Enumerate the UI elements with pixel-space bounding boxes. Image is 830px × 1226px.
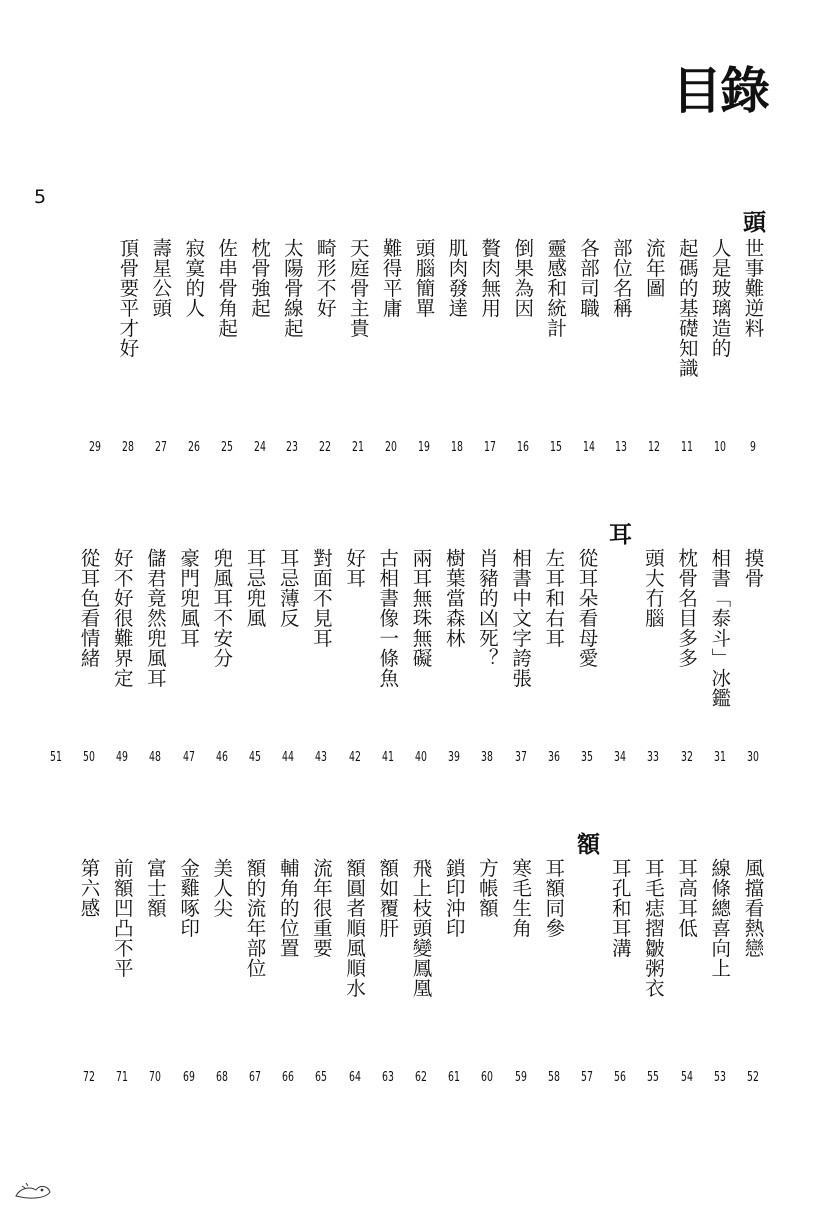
toc-entry[interactable]: 寒毛生角 [509,858,533,938]
toc-entry[interactable]: 儲君竟然兜風耳 [143,548,167,688]
toc-entry[interactable]: 太陽骨線起 [280,238,304,338]
toc-entry[interactable]: 耳高耳低 [675,858,699,938]
toc-entry[interactable]: 飛上枝頭變鳳凰 [409,858,433,998]
toc-entry[interactable]: 部位名稱 [609,238,633,318]
toc-entry[interactable]: 額圓者順風順水 [343,858,367,998]
toc-page-number: 14 [582,440,595,455]
toc-entry[interactable]: 兜風耳不安分 [210,548,234,668]
toc-entry[interactable]: 風擋看熱戀 [741,858,765,958]
toc-page-number: 66 [282,1070,295,1085]
toc-page-number: 61 [448,1070,461,1085]
toc-page-number: 55 [647,1070,660,1085]
toc-entry[interactable]: 頭腦簡單 [412,238,436,318]
toc-page-number: 72 [83,1070,95,1085]
toc-entry[interactable]: 頭大冇腦 [641,548,665,628]
toc-page-number: 64 [348,1070,361,1085]
toc-entry[interactable]: 第六感 [77,858,101,918]
toc-page-number: 40 [415,750,427,765]
toc-entry[interactable]: 對面不見耳 [309,548,333,648]
toc-page-number: 47 [182,750,195,765]
toc-page-number: 28 [121,440,134,455]
toc-entry[interactable]: 線條總喜向上 [708,858,732,978]
toc-page-number: 20 [385,440,398,455]
decorative-mark-icon [12,1178,54,1202]
toc-page-number: 35 [581,750,593,765]
toc-entry[interactable]: 從耳色看情緒 [77,548,101,668]
toc-page-number: 31 [713,750,726,765]
toc-page-number: 49 [116,750,129,765]
toc-page-number: 59 [514,1070,527,1085]
toc-page-number: 63 [381,1070,394,1085]
toc-entry[interactable]: 肖豬的凶死？ [475,548,499,668]
toc-page-number: 11 [681,440,694,455]
toc-page-number: 37 [514,750,527,765]
toc-page-number: 10 [714,440,727,455]
section-heading-page: 34 [614,750,627,765]
toc-entry[interactable]: 美人尖 [210,858,234,918]
toc-entry[interactable]: 豪門兜風耳 [177,548,201,648]
toc-entry[interactable]: 相書中文字誇張 [509,548,533,688]
toc-entry[interactable]: 靈感和統計 [544,238,568,338]
toc-entry[interactable]: 額如覆肝 [376,858,400,938]
toc-page-number: 38 [481,750,494,765]
toc-page-number: 44 [282,750,295,765]
toc-page-number: 27 [154,440,167,455]
toc-page-number: 26 [187,440,200,455]
toc-page-number: 53 [713,1070,726,1085]
toc-entry[interactable]: 摸骨 [741,548,765,588]
section-heading: 額 [573,832,599,855]
toc-page-number: 22 [319,440,332,455]
toc-entry[interactable]: 佐串骨角起 [215,238,239,338]
toc-page-number: 67 [249,1070,261,1085]
toc-entry[interactable]: 各部司職 [577,238,600,318]
toc-entry[interactable]: 肌肉發達 [445,238,469,318]
toc-entry[interactable]: 耳毛痣摺皺粥衣 [641,858,665,998]
toc-entry[interactable]: 富士額 [143,858,167,918]
toc-entry[interactable]: 天庭骨主貴 [346,238,370,338]
toc-entry[interactable]: 方帳額 [475,858,499,918]
toc-page-number: 39 [448,750,461,765]
toc-entry[interactable]: 前額凹凸不平 [110,858,134,978]
page-number: 5 [34,186,47,208]
toc-entry[interactable]: 寂寞的人 [182,238,206,318]
toc-entry[interactable]: 兩耳無珠無礙 [409,548,433,668]
toc-page-number: 12 [648,440,661,455]
toc-entry[interactable]: 樹葉當森林 [442,548,466,648]
toc-entry[interactable]: 鎖印沖印 [442,858,466,938]
toc-entry[interactable]: 左耳和右耳 [542,548,566,648]
toc-entry[interactable]: 古相書像一條魚 [376,548,400,688]
toc-page-number: 50 [83,750,95,765]
toc-page-number: 16 [516,440,529,455]
toc-entry[interactable]: 壽星公頭 [149,238,173,318]
toc-page-number: 25 [220,440,233,455]
toc-page-number: 42 [348,750,361,765]
toc-page-number: 56 [614,1070,627,1085]
toc-entry[interactable]: 耳忌兜風 [243,548,267,628]
toc-page-number: 23 [286,440,299,455]
toc-page-number: 15 [549,440,562,455]
toc-entry[interactable]: 人是玻璃造的 [708,238,732,358]
toc-page-number: 45 [249,750,261,765]
toc-page-number: 48 [149,750,162,765]
toc-entry[interactable]: 頂骨要平才好 [116,238,140,358]
toc-page-number: 54 [680,1070,693,1085]
toc-page-number: 51 [49,750,62,765]
toc-page-number: 32 [680,750,693,765]
toc-page-number: 17 [483,440,496,455]
toc-page-number: 19 [418,440,430,455]
toc-page-number: 30 [747,750,759,765]
toc-page-number: 71 [116,1070,129,1085]
toc-entry[interactable]: 倒果為因 [511,238,535,318]
toc-page-number: 60 [481,1070,494,1085]
toc-entry[interactable]: 難得平庸 [379,238,403,318]
toc-entry[interactable]: 額的流年部位 [243,858,267,978]
toc-page-number: 18 [450,440,463,455]
page-title: 目錄 [672,62,768,120]
toc-entry[interactable]: 枕骨強起 [248,238,271,318]
toc-entry[interactable]: 耳孔和耳溝 [608,858,632,958]
toc-entry[interactable]: 流年很重要 [309,858,333,958]
toc-entry[interactable]: 好不好很難界定 [110,548,134,688]
toc-entry[interactable]: 金雞啄印 [177,858,201,938]
toc-page-number: 58 [547,1070,560,1085]
toc-entry[interactable]: 世事難逆料 [741,238,765,338]
section-heading: 頭 [739,210,765,233]
toc-entry[interactable]: 輔角的位置 [276,858,300,958]
toc-entry[interactable]: 從耳朵看母愛 [575,548,599,668]
toc-page-number: 70 [149,1070,162,1085]
toc-page-number: 9 [750,440,756,455]
toc-page-number: 41 [381,750,394,765]
toc-page-number: 36 [547,750,560,765]
toc-entry[interactable]: 流年圖 [642,238,666,298]
toc-entry[interactable]: 耳忌薄反 [276,548,300,628]
toc-page-number: 43 [315,750,328,765]
toc-page-number: 65 [315,1070,328,1085]
toc-entry[interactable]: 起碼的基礎知識 [675,238,699,378]
toc-page-number: 68 [215,1070,228,1085]
toc-entry[interactable]: 贅肉無用 [478,238,502,318]
toc-page-number: 62 [415,1070,427,1085]
toc-entry[interactable]: 耳額同參 [542,858,566,938]
toc-page-number: 29 [89,440,101,455]
toc-page-number: 21 [352,440,365,455]
toc-page-number: 52 [747,1070,759,1085]
toc-entry[interactable]: 畸形不好 [313,238,337,318]
toc-page-number: 33 [647,750,660,765]
toc-page-number: 69 [182,1070,195,1085]
toc-page-number: 13 [615,440,628,455]
toc-entry[interactable]: 相書「泰斗」冰鑑 [708,548,732,708]
toc-entry[interactable]: 枕骨名目多多 [675,548,699,668]
toc-page-number: 46 [215,750,228,765]
toc-entry[interactable]: 好耳 [343,548,367,588]
section-heading-page: 57 [581,1070,593,1085]
toc-page-number: 24 [253,440,266,455]
section-heading: 耳 [605,522,631,545]
